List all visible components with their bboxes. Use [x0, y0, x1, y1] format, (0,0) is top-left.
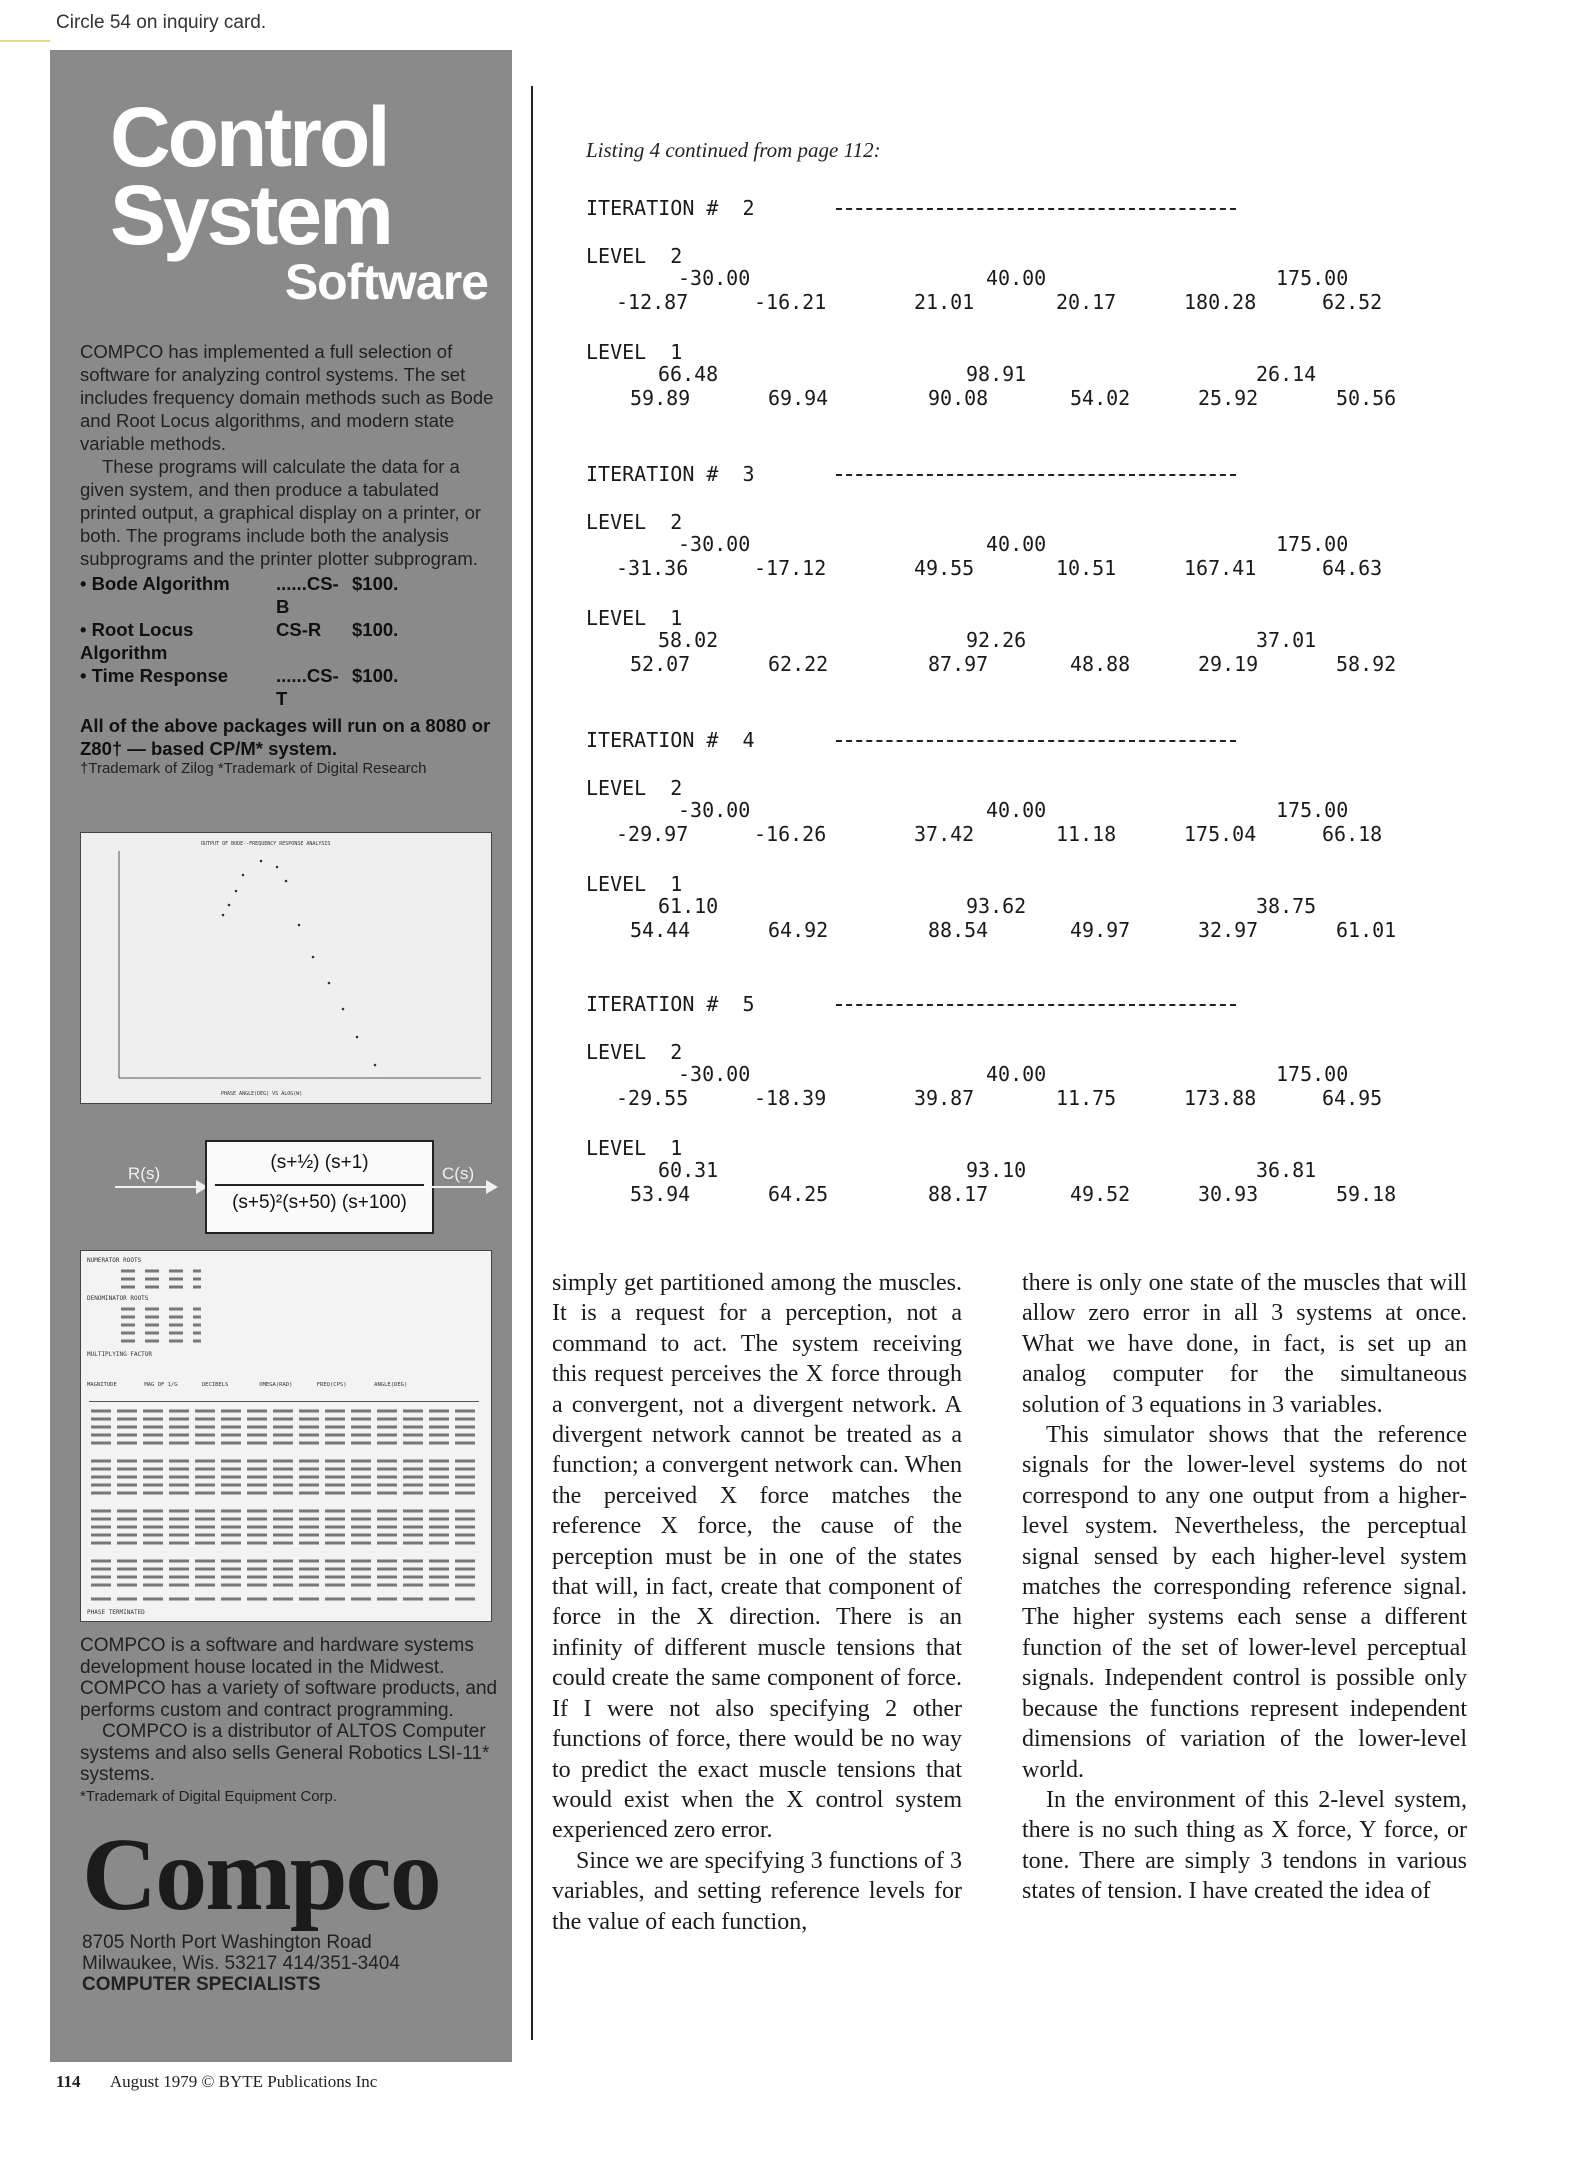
- iteration-header: ITERATION # 4: [586, 728, 755, 752]
- reference-value: 40.00: [986, 1062, 1047, 1086]
- signal-value: 62.52: [1322, 290, 1383, 314]
- signal-value: -31.36: [616, 556, 689, 580]
- reference-value: 92.26: [966, 628, 1027, 652]
- bode-plot-graphic: [81, 833, 491, 1103]
- signal-value: 59.89: [630, 386, 691, 410]
- iteration-dashes: [836, 208, 1236, 210]
- signal-value: 37.42: [914, 822, 975, 846]
- signal-value: 53.94: [630, 1182, 691, 1206]
- signal-value: -29.55: [616, 1086, 689, 1110]
- signal-value: 49.52: [1070, 1182, 1131, 1206]
- ad-about: [80, 1635, 500, 1807]
- product-item: • Time Response ......CS-T $100.: [80, 665, 399, 709]
- denominator-roots-header: DENOMINATOR ROOTS: [87, 1295, 149, 1302]
- signal-value: 49.55: [914, 556, 975, 580]
- signal-value: 30.93: [1198, 1182, 1259, 1206]
- article-paragraph: simply get partitioned among the muscles. It is a request for a perception, not a command to act. The system receiving this request perceives the X force through a convergent, not a divergent network. A divergent network cannot be treated as a function; a convergent network can. When the perceived X force matches the reference X force, the cause of the perception must be in one of the states that will, in fact, create that component of force in the X direction. There is an infinity of different muscle tensions that could create the same component of force. If I were not also specifying 2 other functions of force, there would be no way to predict the exact muscle tensions that would exist when the X control system experienced zero error.: [552, 1270, 962, 1844]
- level-label: LEVEL 2: [586, 510, 683, 534]
- reference-value: -30.00: [678, 798, 751, 822]
- signal-value: 58.92: [1336, 652, 1397, 676]
- ad-programs: These programs will calculate the data for a given system, and then produce a tabulated printed output, a graphical display on a printer, or both. The programs include both the analysis subprograms and the printer plotter subprogram.: [80, 456, 482, 569]
- iteration-block: [586, 462, 1456, 722]
- signal-value: 64.95: [1322, 1086, 1383, 1110]
- product-price-list: [80, 572, 500, 710]
- output-arrowhead: [486, 1180, 498, 1194]
- footer-credit: August 1979 © BYTE Publications Inc: [109, 2072, 378, 2091]
- reference-value: 175.00: [1276, 266, 1349, 290]
- product-item: • Root Locus Algorithm CS-R $100.: [80, 619, 399, 663]
- signal-value: 20.17: [1056, 290, 1117, 314]
- reference-value: 175.00: [1276, 1062, 1349, 1086]
- reference-value: 66.48: [658, 362, 719, 386]
- output-signal-label: C(s): [442, 1164, 475, 1183]
- article-column-left: [552, 1268, 962, 1937]
- signal-value: 64.92: [768, 918, 829, 942]
- signal-value: 50.56: [1336, 386, 1397, 410]
- signal-value: 173.88: [1184, 1086, 1257, 1110]
- input-arrow: [115, 1186, 205, 1188]
- signal-value: 66.18: [1322, 822, 1383, 846]
- iteration-dashes: [836, 740, 1236, 742]
- address-line-2: Milwaukee, Wis. 53217 414/351-3404: [82, 1953, 400, 1974]
- signal-value: 167.41: [1184, 556, 1257, 580]
- signal-value: 54.02: [1070, 386, 1131, 410]
- about-paragraph-1: COMPCO is a software and hardware systems development house located in the Midwest. COMPCO has a variety of software products, and performs custom and contract programming.: [80, 1635, 498, 1721]
- fraction-bar: [215, 1184, 424, 1186]
- signal-value: 11.75: [1056, 1086, 1117, 1110]
- compco-logo: Compco: [82, 1817, 440, 1932]
- signal-value: 175.04: [1184, 822, 1257, 846]
- ad-trademarks: †Trademark of Zilog *Trademark of Digital Research: [80, 760, 427, 777]
- signal-value: -18.39: [754, 1086, 827, 1110]
- roots-printout-rows: [81, 1251, 491, 1621]
- plot-title: OUTPUT OF BODE--FREQUENCY RESPONSE ANALYSIS: [201, 841, 331, 847]
- ad-body: [80, 340, 500, 778]
- plot-xlabel: PHASE ANGLE(DEG) VS ALOG(W): [221, 1091, 303, 1097]
- iteration-block: [586, 728, 1456, 988]
- ad-intro: COMPCO has implemented a full selection of software for analyzing control systems. The set includes frequency domain methods such as Bode and Root Locus algorithms, and modern state variable methods.: [80, 341, 494, 454]
- ad-tagline: COMPUTER SPECIALISTS: [82, 1974, 321, 1995]
- signal-value: -12.87: [616, 290, 689, 314]
- output-arrow: [430, 1186, 490, 1188]
- about-paragraph-2: COMPCO is a distributor of ALTOS Computer systems and also sells General Robotics LSI-11* systems.: [80, 1721, 490, 1785]
- reference-value: 175.00: [1276, 532, 1349, 556]
- reference-value: -30.00: [678, 266, 751, 290]
- level-label: LEVEL 2: [586, 244, 683, 268]
- signal-value: 88.17: [928, 1182, 989, 1206]
- level-label: LEVEL 1: [586, 606, 683, 630]
- iteration-header: ITERATION # 5: [586, 992, 755, 1016]
- signal-value: 59.18: [1336, 1182, 1397, 1206]
- reference-value: 98.91: [966, 362, 1027, 386]
- transfer-function-box: [205, 1140, 434, 1234]
- signal-value: 29.19: [1198, 652, 1259, 676]
- multiplying-factor: MULTIPLYING FACTOR: [87, 1351, 153, 1358]
- signal-value: 69.94: [768, 386, 829, 410]
- iteration-block: [586, 196, 1456, 456]
- level-label: LEVEL 2: [586, 1040, 683, 1064]
- address-line-1: 8705 North Port Washington Road: [82, 1932, 372, 1953]
- signal-value: 11.18: [1056, 822, 1117, 846]
- level-label: LEVEL 1: [586, 1136, 683, 1160]
- article-column-right: [1022, 1268, 1467, 1907]
- signal-value: 21.01: [914, 290, 975, 314]
- signal-value: 64.63: [1322, 556, 1383, 580]
- roots-printout: [80, 1250, 492, 1622]
- reference-value: 36.81: [1256, 1158, 1317, 1182]
- numerator-roots-header: NUMERATOR ROOTS: [87, 1257, 142, 1264]
- signal-value: -29.97: [616, 822, 689, 846]
- signal-value: 54.44: [630, 918, 691, 942]
- article-paragraph: In the environment of this 2-level system, there is no such thing as X force, Y force, or tone. There are simply 3 tendons in various states of tension. I have created the idea of: [1022, 1786, 1467, 1905]
- reference-value: -30.00: [678, 532, 751, 556]
- signal-value: 87.97: [928, 652, 989, 676]
- signal-value: 64.25: [768, 1182, 829, 1206]
- top-rule: [0, 40, 50, 42]
- reference-value: 175.00: [1276, 798, 1349, 822]
- reference-value: 37.01: [1256, 628, 1317, 652]
- reference-value: 58.02: [658, 628, 719, 652]
- signal-value: 52.07: [630, 652, 691, 676]
- input-signal-label: R(s): [128, 1164, 161, 1183]
- tf-numerator: (s+½) (s+1): [270, 1152, 369, 1173]
- signal-value: -16.21: [754, 290, 827, 314]
- article-paragraph: Since we are specifying 3 functions of 3 variables, and setting reference levels for the value of each function,: [552, 1847, 962, 1935]
- roots-grid: MAGNITUDE MAG OF 1/G DECIBELS OMEGA(RAD) FREQ(CPS) ANGLE(DEG): [87, 1382, 408, 1388]
- signal-value: 90.08: [928, 386, 989, 410]
- signal-value: 48.88: [1070, 652, 1131, 676]
- ad-title-line-1: Control: [110, 90, 388, 184]
- reference-value: 38.75: [1256, 894, 1317, 918]
- signal-value: 180.28: [1184, 290, 1257, 314]
- bode-plot-printout: [80, 832, 492, 1104]
- ad-address: [82, 1932, 502, 1995]
- signal-value: 49.97: [1070, 918, 1131, 942]
- signal-value: -17.12: [754, 556, 827, 580]
- signal-value: -16.26: [754, 822, 827, 846]
- reference-value: 93.10: [966, 1158, 1027, 1182]
- signal-value: 61.01: [1336, 918, 1397, 942]
- reference-value: 40.00: [986, 532, 1047, 556]
- page-footer: [56, 2072, 377, 2092]
- reference-value: 26.14: [1256, 362, 1317, 386]
- signal-value: 62.22: [768, 652, 829, 676]
- level-label: LEVEL 2: [586, 776, 683, 800]
- reference-value: 40.00: [986, 798, 1047, 822]
- signal-value: 39.87: [914, 1086, 975, 1110]
- iteration-header: ITERATION # 2: [586, 196, 755, 220]
- reference-value: 60.31: [658, 1158, 719, 1182]
- reference-value: 40.00: [986, 266, 1047, 290]
- iteration-dashes: [836, 474, 1236, 476]
- product-item: • Bode Algorithm ......CS-B $100.: [80, 573, 399, 617]
- tf-denominator: (s+5)²(s+50) (s+100): [232, 1192, 407, 1213]
- signal-value: 10.51: [1056, 556, 1117, 580]
- reference-value: 61.10: [658, 894, 719, 918]
- ad-title-line-3: Software: [284, 254, 488, 310]
- about-trademark: *Trademark of Digital Equipment Corp.: [80, 1787, 338, 1805]
- transfer-function-diagram: [50, 1130, 512, 1240]
- iteration-dashes: [836, 1004, 1236, 1006]
- inquiry-card-note: Circle 54 on inquiry card.: [56, 12, 267, 33]
- signal-value: 32.97: [1198, 918, 1259, 942]
- article-paragraph: there is only one state of the muscles that will allow zero error in all 3 systems at once. What we have done, in fact, is set up an analog computer for the simultaneous solution of 3 equations in 3 variables.: [1022, 1270, 1467, 1418]
- ad-title-line-2: System: [110, 168, 391, 262]
- listing-caption: Listing 4 continued from page 112:: [586, 138, 881, 162]
- page-number: 114: [56, 2072, 81, 2091]
- compco-advertisement: [50, 50, 512, 2062]
- column-divider: [531, 86, 533, 2040]
- level-label: LEVEL 1: [586, 340, 683, 364]
- reference-value: -30.00: [678, 1062, 751, 1086]
- signal-value: 88.54: [928, 918, 989, 942]
- ad-title: [110, 90, 510, 310]
- iteration-header: ITERATION # 3: [586, 462, 755, 486]
- reference-value: 93.62: [966, 894, 1027, 918]
- level-label: LEVEL 1: [586, 872, 683, 896]
- signal-value: 25.92: [1198, 386, 1259, 410]
- ad-compatibility: All of the above packages will run on a 8080 or Z80† — based CP/M* system.: [80, 715, 491, 759]
- iteration-block: [586, 992, 1456, 1252]
- article-paragraph: This simulator shows that the reference signals for the lower-level systems do not correspond to any one output from a higher-level system. Nevertheless, the perceptual signal sensed by each higher-level system matches the corresponding reference signal. The higher systems each sense a different function of the set of lower-level perceptual signals. Independent control is possible only because the functions represent independent dimensions of variation of the lower-level world.: [1022, 1422, 1467, 1783]
- phase-terminated: PHASE TERMINATED: [87, 1609, 145, 1616]
